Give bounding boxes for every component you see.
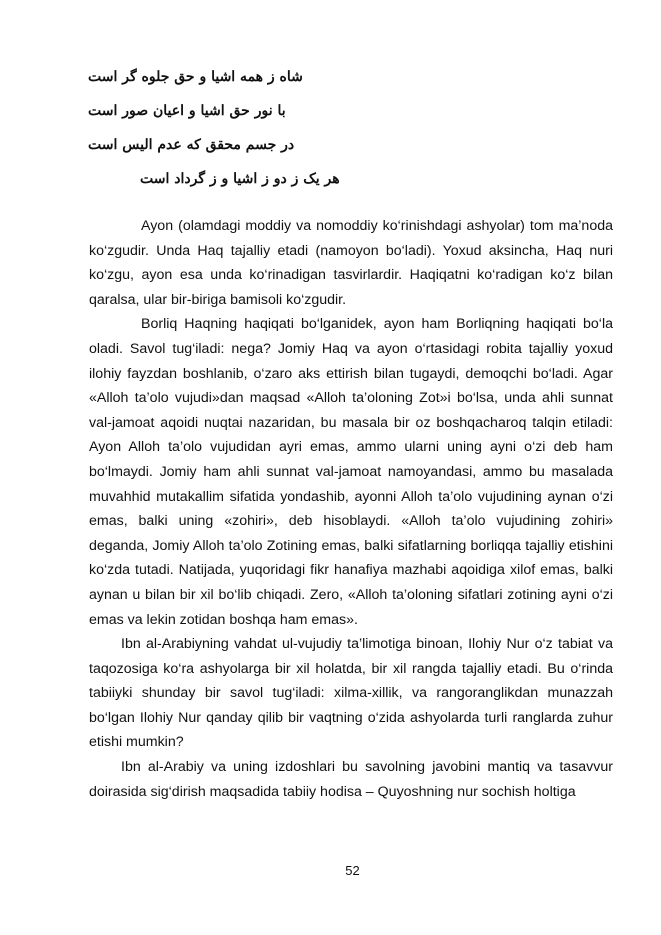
page-number: 52 bbox=[345, 863, 360, 878]
verse-line: با نور حق اشیا و اعیان صور است bbox=[88, 103, 286, 119]
verse-line: هر یک ز دو ز اشیا و ز گرداد است bbox=[140, 171, 340, 187]
body-text bbox=[89, 214, 613, 804]
verse-line: در جسم محقق که عدم الیس است bbox=[88, 137, 295, 153]
verse-line: شاه ز همه اشیا و حق جلوه گر است bbox=[88, 69, 303, 85]
paragraph: Ayon (olamdagi moddiy va nomoddiy ko‘rinishdagi ashyolar) tom ma’noda ko‘zgudir. Unda Haq tajalliy etadi (namoyon bo‘ladi). Yoxud aksincha, Haq nuri ko‘zgu, ayon esa unda ko‘rinadigan tasvirlardir. Haqiqatni ko‘radigan ko‘z bilan qaralsa, ular bir-biriga bamisoli ko‘zgudir. bbox=[89, 218, 613, 308]
paragraph: Borliq Haqning haqiqati bo‘lganidek, ayon ham Borliqning haqiqati bo‘la oladi. Savol tug‘iladi: nega? Jomiy Haq va ayon o‘rtasidagi robita tajalliy yoxud ilohiy fayzdan boshlanib, o‘zaro aks ettirish bilan tugaydi, demoqchi bo‘ladi. Agar «Alloh ta’olo vujudi»dan maqsad «Alloh ta’oloning Zot»i bo‘lsa, unda ahli sunnat val-jamoat aqoidi nuqtai nazaridan, bu masala bir oz boshqacharoq talqin etiladi: Ayon Alloh ta’olo vujudidan ayri emas, ammo ularni uning ayni o‘zi deb ham bo‘lmaydi. Jomiy ham ahli sunnat val-jamoat namoyandasi, ammo bu masalada muvahhid mutakallim sifatida yondashib, ayonni Alloh ta’olo vujudining aynan o‘zi emas, balki uning «zohiri», deb hisoblaydi. «Alloh ta’olo vujudining zohiri» deganda, Jomiy Alloh ta’olo Zotining emas, balki sifatlarning borliqqa tajalliy etishini ko‘zda tutadi. Natijada, yuqoridagi fikr hanafiya mazhabi aqoidiga xilof emas, balki aynan u bilan bir xil bo‘lib chiqadi. Zero, «Alloh ta’oloning sifatlari zotining ayni o‘zi emas va lekin zotidan boshqa ham emas». bbox=[89, 316, 613, 628]
paragraph: Ibn al-Arabiyning vahdat ul-vujudiy ta’limotiga binoan, Ilohiy Nur o‘z tabiat va taqozosiga ko‘ra ashyolarga bir xil holatda, bir xil rangda tajalliy etadi. Bu o‘rinda tabiiyki shunday bir savol tug‘iladi: xilma-xillik, va rangoranglikdan munazzah bo‘lgan Ilohiy Nur qanday qilib bir vaqtning o‘zida ashyolarda turli ranglarda zuhur etishi mumkin? bbox=[89, 636, 613, 751]
paragraph: Ibn al-Arabiy va uning izdoshlari bu savolning javobini mantiq va tasavvur doirasida sig‘dirish maqsadida tabiiy hodisa – Quyoshning nur sochish holtiga bbox=[89, 759, 613, 800]
persian-verse-block bbox=[88, 60, 348, 196]
